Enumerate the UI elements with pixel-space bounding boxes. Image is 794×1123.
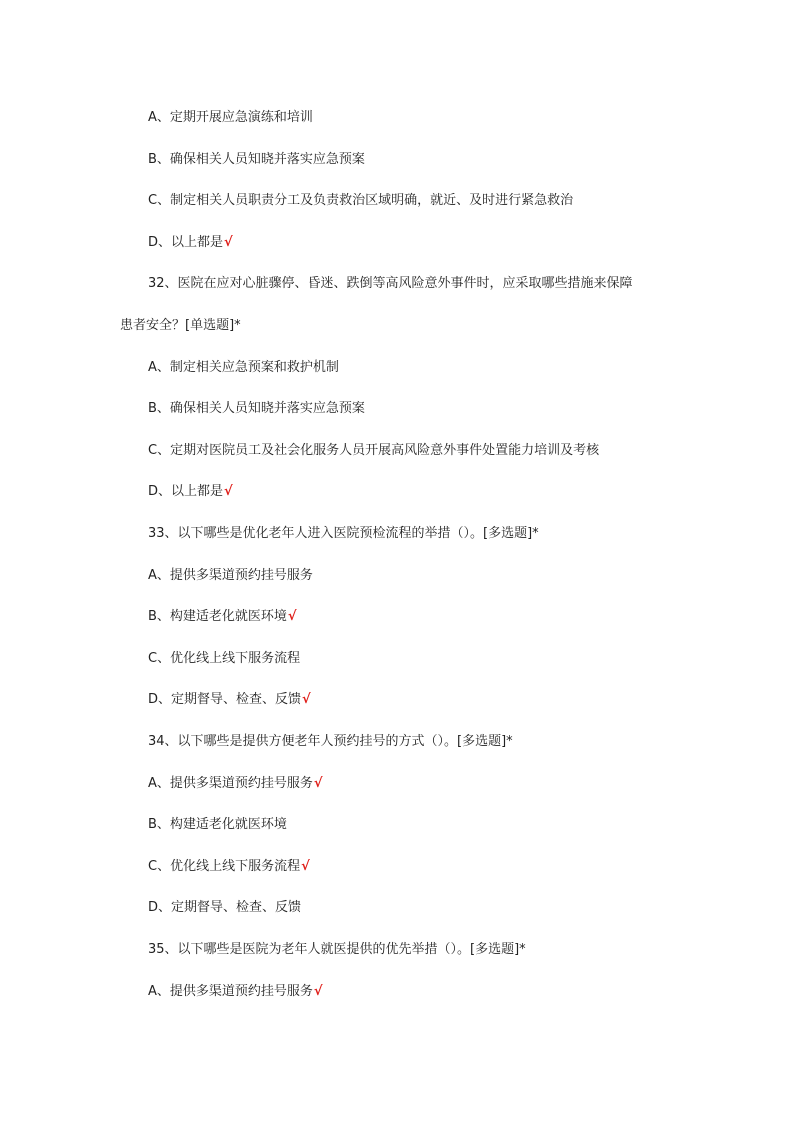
option-text: B、确保相关人员知晓并落实应急预案 — [148, 401, 365, 416]
option-text: D、以上都是 — [148, 235, 224, 250]
question-text: 34、以下哪些是提供方便老年人预约挂号的方式（）。[多选题]* — [148, 734, 513, 749]
option-c-duties — [148, 192, 573, 210]
option-d-supervision — [148, 899, 301, 917]
option-text: B、构建适老化就医环境 — [148, 817, 287, 832]
option-text: C、优化线上线下服务流程 — [148, 651, 301, 666]
option-a-booking — [148, 567, 313, 585]
option-d-all — [148, 234, 233, 252]
option-text: D、定期督导、检查、反馈 — [148, 692, 302, 707]
option-c-training — [148, 442, 599, 460]
option-text: C、优化线上线下服务流程 — [148, 859, 301, 874]
check-mark-icon: √ — [224, 484, 233, 499]
option-c-process — [148, 858, 310, 876]
question-text: 33、以下哪些是优化老年人进入医院预检流程的举措（）。[多选题]* — [148, 526, 539, 541]
question-text: 32、医院在应对心脏骤停、昏迷、跌倒等高风险意外事件时，应采取哪些措施来保障 — [148, 276, 633, 291]
option-a-booking — [148, 775, 323, 793]
check-mark-icon: √ — [301, 859, 310, 874]
option-d-all — [148, 483, 233, 501]
option-text: A、制定相关应急预案和救护机制 — [148, 360, 339, 375]
option-a-drills — [148, 109, 313, 127]
option-text: B、确保相关人员知晓并落实应急预案 — [148, 152, 365, 167]
option-text: A、定期开展应急演练和培训 — [148, 110, 313, 125]
question-32-line2 — [120, 317, 241, 335]
check-mark-icon: √ — [302, 692, 311, 707]
check-mark-icon: √ — [287, 609, 297, 624]
option-text: C、制定相关人员职责分工及负责救治区域明确，就近、及时进行紧急救治 — [148, 193, 574, 208]
question-text: 患者安全？[单选题]* — [120, 318, 241, 333]
option-a-plan — [148, 359, 339, 377]
option-c-process — [148, 650, 300, 668]
option-a-booking — [148, 983, 323, 1001]
option-text: A、提供多渠道预约挂号服务 — [148, 984, 313, 999]
option-b-awareness — [148, 151, 365, 169]
question-32-line1 — [148, 275, 633, 293]
check-mark-icon: √ — [313, 776, 323, 791]
option-text: C、定期对医院员工及社会化服务人员开展高风险意外事件处置能力培训及考核 — [148, 443, 600, 458]
option-text: A、提供多渠道预约挂号服务 — [148, 568, 313, 583]
option-b-environment — [148, 816, 287, 834]
question-33 — [148, 525, 539, 543]
option-b-environment — [148, 608, 297, 626]
question-text: 35、以下哪些是医院为老年人就医提供的优先举措（）。[多选题]* — [148, 942, 526, 957]
check-mark-icon: √ — [313, 984, 323, 999]
option-text: D、定期督导、检查、反馈 — [148, 900, 302, 915]
question-35 — [148, 941, 526, 959]
option-text: A、提供多渠道预约挂号服务 — [148, 776, 313, 791]
option-b-awareness — [148, 400, 365, 418]
question-34 — [148, 733, 513, 751]
option-text: D、以上都是 — [148, 484, 224, 499]
check-mark-icon: √ — [224, 235, 233, 250]
option-text: B、构建适老化就医环境 — [148, 609, 287, 624]
option-d-supervision — [148, 691, 311, 709]
